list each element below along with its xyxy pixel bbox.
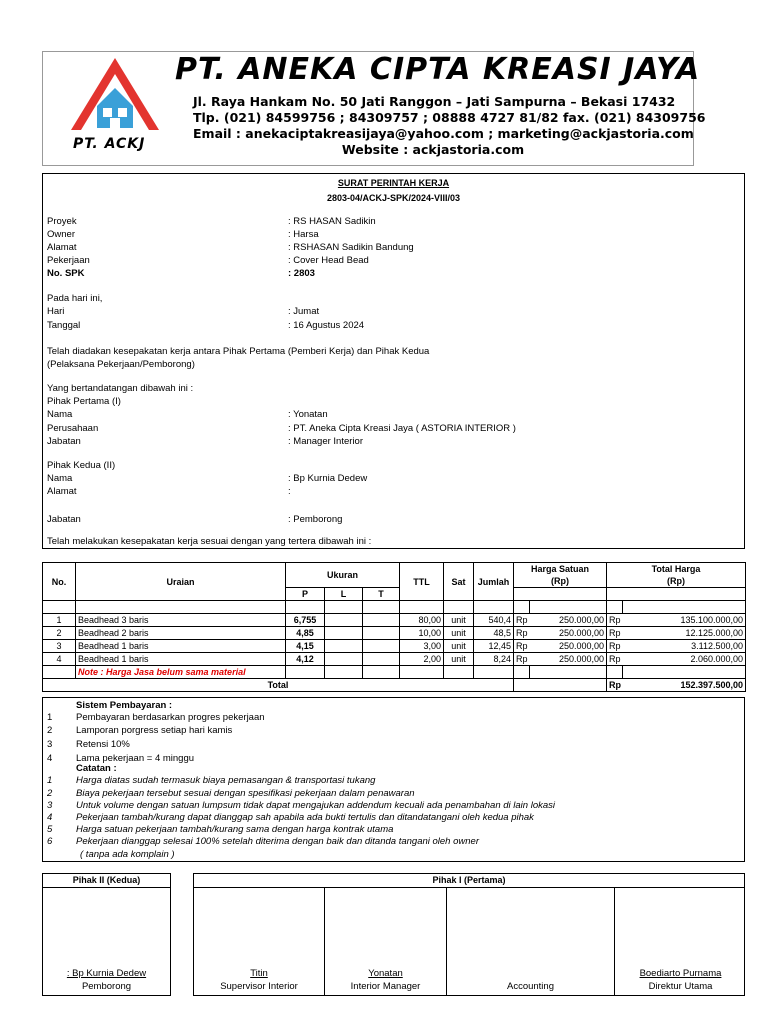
note-item: Pekerjaan tambah/kurang dapat dianggap sah apabila ada bukti tertulis dan ditandatangani oleh kedua pihak	[76, 812, 534, 823]
spk-title: SURAT PERINTAH KERJA	[337, 178, 450, 188]
party2-heading: Pihak II (Kedua)	[43, 874, 170, 888]
signer-role: Interior Manager	[350, 981, 421, 992]
row-uraian: Beadhead 1 baris	[76, 653, 286, 666]
row-no: 2	[43, 627, 76, 640]
field-value: : RSHASAN Sadikin Bandung	[288, 242, 414, 253]
header-uraian: Uraian	[76, 563, 286, 601]
header-total-harga-label: Total Harga	[651, 564, 701, 574]
header-harga-satuan-unit: (Rp)	[551, 576, 570, 586]
row-currency: Rp	[514, 640, 530, 653]
logo-caption: PT. ACKJ	[73, 136, 146, 152]
terms-box	[42, 697, 745, 862]
table-row	[43, 614, 746, 627]
company-address: Jl. Raya Hankam No. 50 Jati Ranggon – Jati Sampurna – Bekasi 17432	[193, 94, 676, 109]
party2-value: : Bp Kurnia Dedew	[288, 473, 368, 484]
party1-label: Perusahaan	[47, 423, 99, 434]
party2-label: Jabatan	[47, 514, 81, 525]
header-jumlah: Jumlah	[474, 563, 514, 601]
party1-value: : Manager Interior	[288, 436, 363, 447]
payment-number: 2	[47, 725, 53, 736]
row-no: 1	[43, 614, 76, 627]
row-ttl: 80,00	[400, 614, 444, 627]
note-item: Harga satuan pekerjaan tambah/kurang sama dengan harga kontrak utama	[76, 824, 394, 835]
signer-name: Boediarto Purnama	[639, 968, 722, 979]
row-no: 3	[43, 640, 76, 653]
table-row	[43, 653, 746, 666]
row-total: 12.125.000,00	[623, 627, 746, 640]
price-note: Note : Harga Jasa belum sama material	[76, 666, 286, 679]
header-sat: Sat	[444, 563, 474, 601]
company-name: PT. ANEKA CIPTA KREASI JAYA	[175, 52, 701, 87]
note-item: Biaya pekerjaan tersebut sesuai dengan spesifikasi pekerjaan dalam penawaran	[76, 788, 415, 799]
field-label: Alamat	[47, 242, 77, 253]
row-sat: unit	[444, 614, 474, 627]
note-number: 1	[47, 775, 53, 786]
header-ukuran: Ukuran	[286, 563, 400, 588]
payment-title: Sistem Pembayaran :	[76, 700, 173, 711]
row-harga: 250.000,00	[530, 614, 607, 627]
row-currency: Rp	[607, 640, 623, 653]
letterhead	[42, 51, 706, 166]
row-jumlah: 12,45	[474, 640, 514, 653]
note-item: Harga diatas sudah termasuk biaya pemasangan & transportasi tukang	[76, 775, 376, 786]
signer-name: Titin	[250, 968, 268, 979]
total-currency: Rp	[607, 679, 623, 692]
signature-column	[325, 888, 447, 995]
party2-sign-name: : Bp Kurnia Dedew	[66, 968, 147, 979]
row-p: 4,12	[286, 653, 325, 666]
empty-cell	[514, 588, 607, 601]
row-harga: 250.000,00	[530, 653, 607, 666]
note-item: Untuk volume dengan satuan lumpsum tidak dapat mengajukan addendum kecuali ada penambahan di lain lokasi	[76, 800, 556, 811]
total-value: 152.397.500,00	[623, 679, 746, 692]
row-jumlah: 48,5	[474, 627, 514, 640]
row-currency: Rp	[607, 614, 623, 627]
header-total-harga	[607, 563, 746, 588]
party1-value: : Yonatan	[288, 409, 328, 420]
empty-cell	[607, 588, 746, 601]
row-sat: unit	[444, 653, 474, 666]
payment-item: Retensi 10%	[76, 739, 130, 750]
signature-party2	[42, 873, 171, 996]
signature-column	[447, 888, 615, 995]
table-note-row	[43, 666, 746, 679]
header-l: L	[325, 588, 363, 601]
field-label: Proyek	[47, 216, 77, 227]
field-label: Owner	[47, 229, 75, 240]
field-value: : Harsa	[288, 229, 319, 240]
table-spacer-row	[43, 601, 746, 614]
party1-label: Nama	[47, 409, 73, 420]
header-harga-satuan-label: Harga Satuan	[531, 564, 590, 574]
party2-label: Alamat	[47, 486, 77, 497]
table-row	[43, 640, 746, 653]
table-total-row	[43, 679, 746, 692]
row-total: 3.112.500,00	[623, 640, 746, 653]
note-tail: ( tanpa ada komplain )	[80, 849, 175, 860]
notes-title: Catatan :	[76, 763, 117, 774]
note-number: 5	[47, 824, 53, 835]
signed-below-text: Yang bertandatangan dibawah ini :	[47, 383, 194, 394]
company-phone: Tlp. (021) 84599756 ; 84309757 ; 08888 4727 81/82 fax. (021) 84309756	[193, 110, 706, 125]
company-email: Email : anekaciptakreasijaya@yahoo.com ; marketing@ackjastoria.com	[193, 126, 694, 141]
spk-number: 2803-04/ACKJ-SPK/2024-VIII/03	[326, 193, 461, 203]
row-sat: unit	[444, 640, 474, 653]
signer-name: Yonatan	[368, 968, 403, 979]
header-total-harga-unit: (Rp)	[667, 576, 686, 586]
row-currency: Rp	[607, 627, 623, 640]
row-jumlah: 8,24	[474, 653, 514, 666]
row-uraian: Beadhead 2 baris	[76, 627, 286, 640]
table-header-row	[43, 563, 746, 588]
closing-text: Telah melakukan kesepakatan kerja sesuai dengan yang tertera dibawah ini :	[47, 536, 372, 547]
party1-value: : PT. Aneka Cipta Kreasi Jaya ( ASTORIA INTERIOR )	[288, 423, 516, 434]
items-table	[42, 562, 746, 692]
signature-column	[194, 888, 325, 995]
party2-label: Nama	[47, 473, 73, 484]
total-label: Total	[43, 679, 514, 692]
row-p: 4,15	[286, 640, 325, 653]
row-currency: Rp	[514, 627, 530, 640]
day-value: : Jumat	[288, 306, 320, 317]
table-row	[43, 627, 746, 640]
signature-party1	[193, 873, 745, 996]
header-p: P	[286, 588, 325, 601]
date-label: Tanggal	[47, 320, 81, 331]
row-ttl: 10,00	[400, 627, 444, 640]
header-ttl: TTL	[400, 563, 444, 601]
payment-item: Pembayaran berdasarkan progres pekerjaan	[76, 712, 265, 723]
agreement-text: (Pelaksana Pekerjaan/Pemborong)	[47, 359, 195, 370]
row-uraian: Beadhead 3 baris	[76, 614, 286, 627]
row-total: 2.060.000,00	[623, 653, 746, 666]
payment-number: 1	[47, 712, 53, 723]
note-number: 3	[47, 800, 53, 811]
party2-value: : Pemborong	[288, 514, 343, 525]
row-uraian: Beadhead 1 baris	[76, 640, 286, 653]
spk-header-box	[42, 173, 745, 549]
row-harga: 250.000,00	[530, 640, 607, 653]
payment-number: 4	[47, 753, 53, 764]
header-t: T	[363, 588, 400, 601]
header-no: No.	[43, 563, 76, 601]
payment-item: Lamporan porgress setiap hari kamis	[76, 725, 233, 736]
row-p: 4,85	[286, 627, 325, 640]
payment-number: 3	[47, 739, 53, 750]
note-number: 4	[47, 812, 53, 823]
field-value: : Cover Head Bead	[288, 255, 369, 266]
row-no: 4	[43, 653, 76, 666]
company-website: Website : ackjastoria.com	[341, 142, 525, 157]
row-ttl: 2,00	[400, 653, 444, 666]
row-jumlah: 540,4	[474, 614, 514, 627]
date-value: : 16 Agustus 2024	[288, 320, 365, 331]
row-currency: Rp	[514, 653, 530, 666]
row-p: 6,755	[286, 614, 325, 627]
note-item: Pekerjaan dianggap selesai 100% setelah diterima dengan baik dan ditanda tangani oleh owner	[76, 836, 479, 847]
row-total: 135.100.000,00	[623, 614, 746, 627]
payment-item: Lama pekerjaan = 4 minggu	[76, 753, 195, 764]
party2-sign-role: Pemborong	[81, 981, 132, 992]
field-label: No. SPK	[47, 268, 85, 279]
row-currency: Rp	[514, 614, 530, 627]
day-label: Hari	[47, 306, 65, 317]
field-value: : 2803	[288, 268, 315, 279]
row-sat: unit	[444, 627, 474, 640]
signature-column	[615, 888, 746, 995]
party1-label: Jabatan	[47, 436, 81, 447]
agreement-text: Telah diadakan kesepakatan kerja antara Pihak Pertama (Pemberi Kerja) dan Pihak Kedua	[47, 346, 430, 357]
note-number: 2	[47, 788, 53, 799]
row-ttl: 3,00	[400, 640, 444, 653]
note-number: 6	[47, 836, 53, 847]
party2-value: :	[288, 486, 291, 497]
header-harga-satuan	[514, 563, 607, 588]
party2-title: Pihak Kedua (II)	[47, 460, 116, 471]
field-value: : RS HASAN Sadikin	[288, 216, 376, 227]
signer-role: Accounting	[506, 981, 554, 992]
signer-role: Direktur Utama	[648, 981, 713, 992]
signer-role: Supervisor Interior	[220, 981, 298, 992]
row-currency: Rp	[607, 653, 623, 666]
field-label: Pekerjaan	[47, 255, 90, 266]
row-harga: 250.000,00	[530, 627, 607, 640]
party1-heading: Pihak I (Pertama)	[194, 874, 744, 888]
party1-title: Pihak Pertama (I)	[47, 396, 121, 407]
intro-text: Pada hari ini,	[47, 293, 103, 304]
